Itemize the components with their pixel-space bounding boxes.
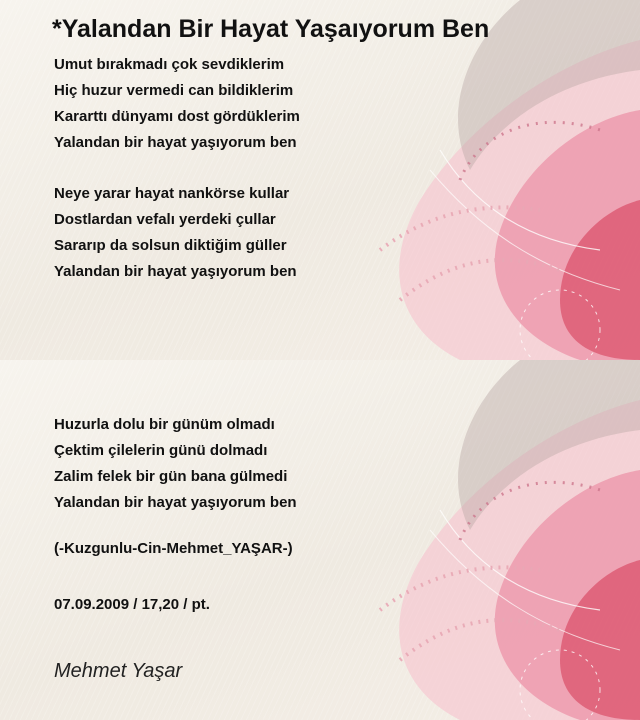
poem-date: 07.09.2009 / 17,20 / pt. (54, 596, 210, 613)
poem-line: Çektim çilelerin günü dolmadı (54, 442, 268, 459)
poem-line: Sararıp da solsun diktiğim güller (54, 237, 287, 254)
poem-title: *Yalandan Bir Hayat Yaşaıyorum Ben (52, 15, 490, 43)
stanza-1 (54, 52, 300, 156)
poem-line: Hiç huzur vermedi can bildiklerim (54, 82, 294, 99)
poem-line: Huzurla dolu bir günüm olmadı (54, 416, 275, 433)
poem-line: Yalandan bir hayat yaşıyorum ben (54, 494, 297, 511)
poem-line: Neye yarar hayat nankörse kullar (54, 185, 290, 202)
poem-line: Kararttı dünyamı dost gördüklerim (54, 108, 300, 125)
poem-line: Zalim felek bir gün bana gülmedi (54, 468, 288, 485)
poem-line: Yalandan bir hayat yaşıyorum ben (54, 134, 297, 151)
poem-line: Umut bırakmadı çok sevdiklerim (54, 56, 285, 73)
stanza-3 (54, 412, 297, 516)
author-signature: Mehmet Yaşar (54, 660, 183, 682)
author-tag: (-Kuzgunlu-Cin-Mehmet_YAŞAR-) (54, 540, 293, 557)
poem-line: Yalandan bir hayat yaşıyorum ben (54, 263, 297, 280)
stanza-2 (54, 181, 297, 285)
poem-panel-bottom (0, 360, 640, 720)
poem-line: Dostlardan vefalı yerdeki çullar (54, 211, 276, 228)
